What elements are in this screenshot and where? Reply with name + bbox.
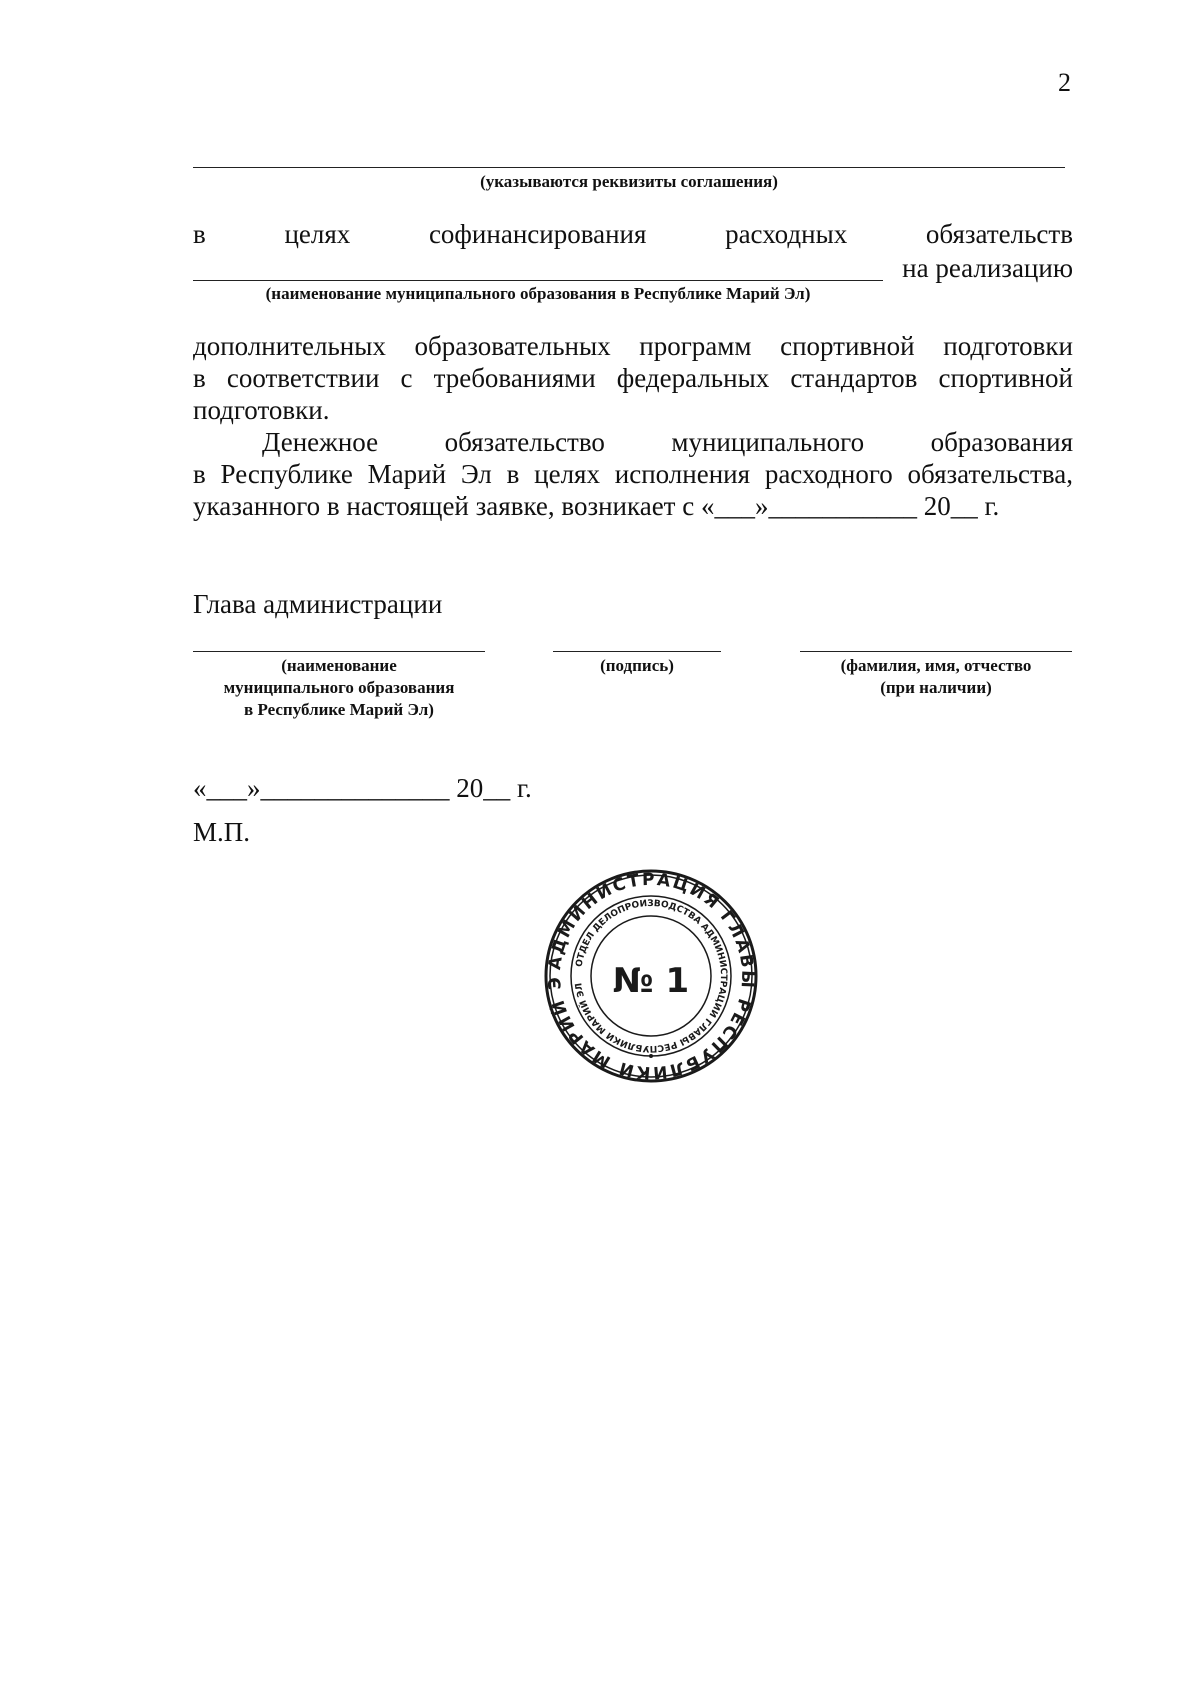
paragraph2-line2: в Республике Марий Эл в целях исполнения расходного обязательства, (193, 459, 1073, 489)
paragraph1-line2: в соответствии с требованиями федеральных стандартов спортивной (193, 363, 1073, 393)
stamp-outer-text: АДМИНИСТРАЦИЯ ГЛАВЫ РЕСПУБЛИКИ МАРИЙ Э (544, 869, 758, 1083)
fio-caption: (фамилия, имя, отчество (при наличии) (840, 656, 1032, 697)
signature-heading: Глава администрации (193, 589, 443, 619)
word: обязательств (925, 219, 1073, 249)
paragraph2-line1: Денежное обязательство муниципального образования (262, 427, 1073, 457)
agreement-caption: (указываются реквизиты соглашения) (480, 172, 778, 191)
stamp-graphic (543, 868, 759, 1084)
paragraph1-line3: подготовки. (193, 395, 330, 425)
purpose-tail: на реализацию (902, 253, 1073, 283)
official-stamp (543, 868, 759, 1084)
word: софинансирования (428, 219, 647, 249)
agreement-line (193, 167, 1065, 168)
date-line: «___»______________ 20__ г. (193, 773, 532, 803)
sign-signature-line (553, 651, 721, 652)
page-number: 2 (1058, 68, 1071, 97)
stamp-center-text: № 1 (612, 961, 690, 1001)
fio-signature-line (800, 651, 1072, 652)
purpose-line (193, 218, 1073, 250)
municipality-line (193, 280, 883, 281)
paragraph2-line3: указанного в настоящей заявке, возникает с «___»___________ 20__ г. (193, 491, 1000, 521)
seal-place-label: М.П. (193, 817, 251, 847)
name-signature-line (193, 651, 485, 652)
word: в (193, 219, 206, 249)
paragraph1-line1: дополнительных образовательных программ спортивной подготовки (193, 331, 1073, 361)
municipality-caption: (наименование муниципального образования в Республике Марий Эл) (265, 284, 811, 303)
stamp-inner-text: ОТДЕЛ ДЕЛОПРОИЗВОДСТВА АДМИНИСТРАЦИИ ГЛАВЫ РЕСПУБЛИКИ МАРИЙ ЭЛ (574, 898, 729, 1054)
sign-caption: (подпись) (600, 656, 674, 675)
name-caption: (наименование муниципального образования в Республике Марий Эл) (223, 656, 455, 719)
word: расходных (725, 219, 848, 249)
word: целях (284, 219, 351, 249)
